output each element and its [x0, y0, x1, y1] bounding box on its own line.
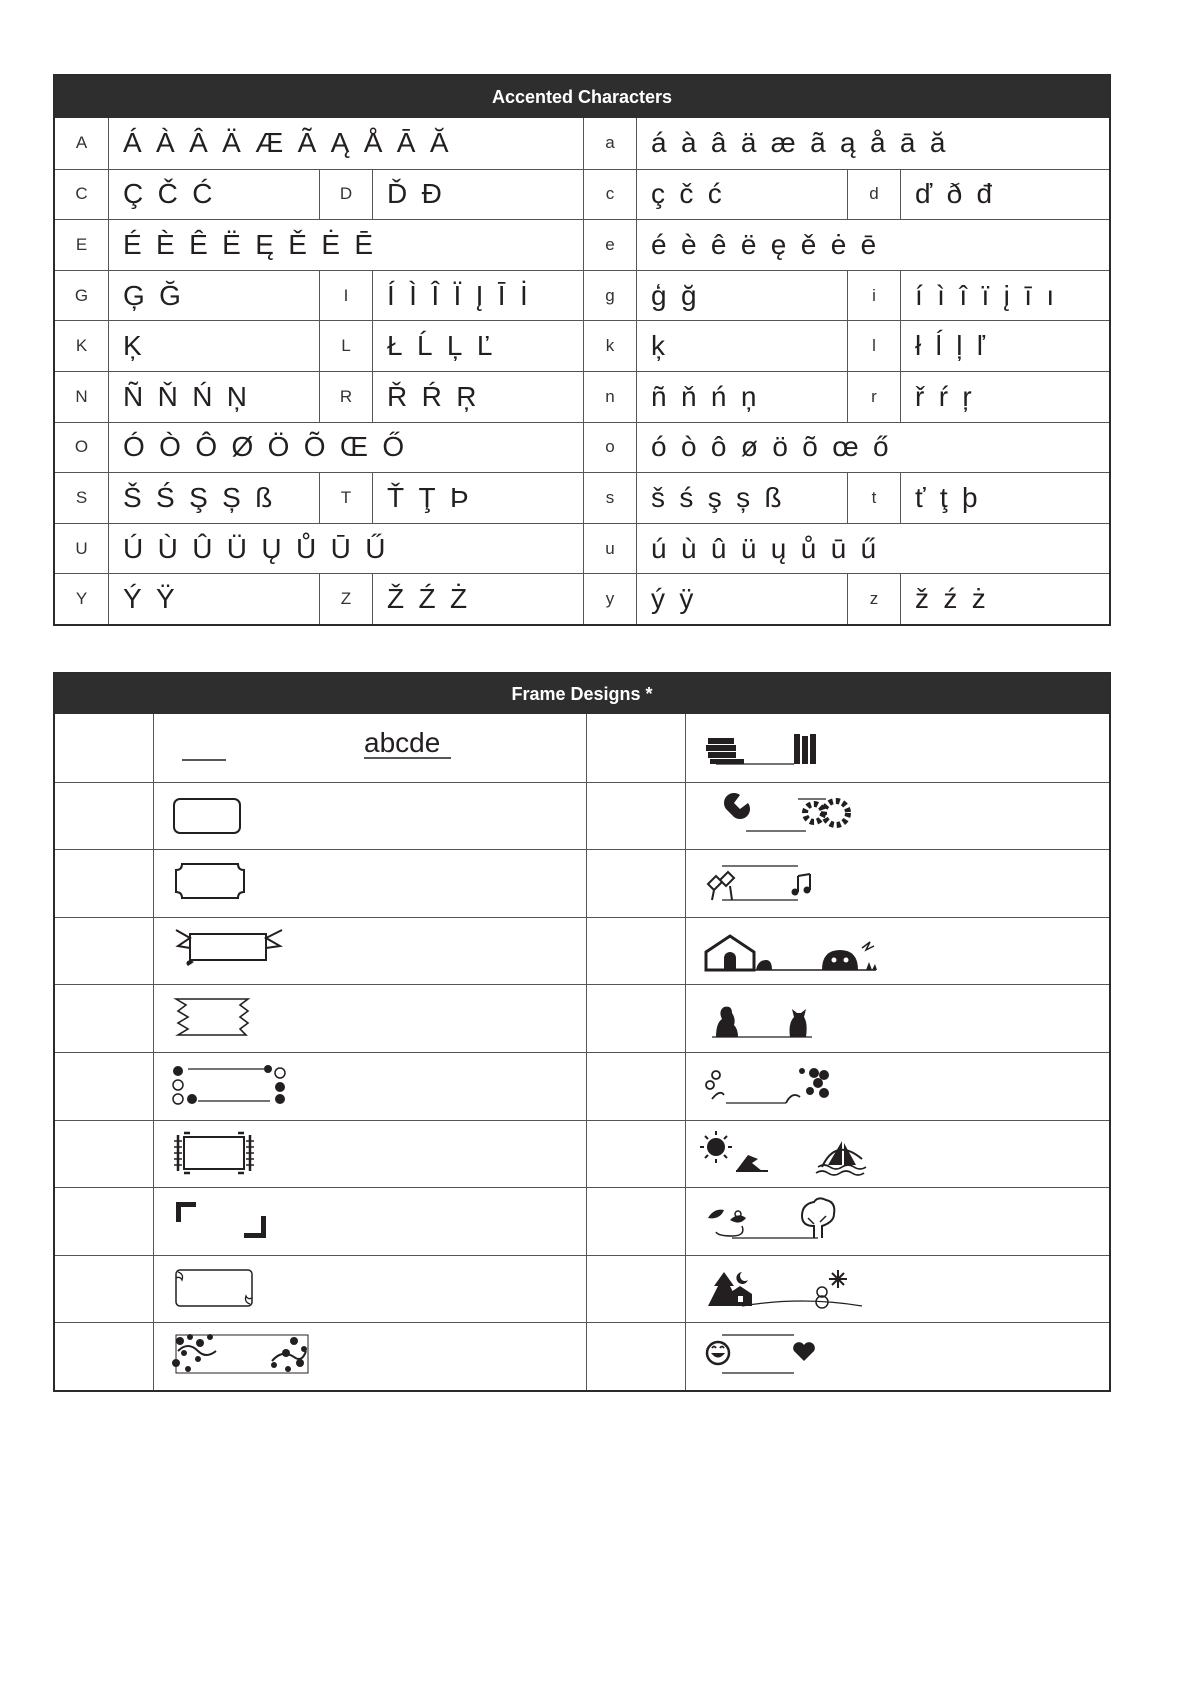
accented-row: [55, 219, 1109, 270]
frame-number-cell: [586, 1188, 685, 1255]
notched-rectangle-frame-icon: [154, 850, 587, 916]
books-frame-icon: [686, 714, 1110, 780]
dog-and-cat-frame-icon: [686, 985, 1110, 1051]
accented-row: [55, 371, 1109, 422]
frame-design-cell: [685, 850, 1109, 917]
accented-variants: Ñ Ň Ń Ņ: [108, 372, 319, 422]
base-letter-label: N: [75, 386, 88, 406]
accented-row: [55, 169, 1109, 220]
base-letter-label: g: [583, 271, 636, 321]
base-letter-label: D: [319, 170, 372, 220]
base-letter-label: Z: [319, 574, 372, 624]
frame-sample-text: abcde: [364, 727, 441, 758]
frame-number-cell: [586, 1121, 685, 1188]
base-letter-label: T: [319, 473, 372, 523]
frame-row: [55, 849, 1109, 917]
frame-design-cell: [685, 1256, 1109, 1323]
frame-number-cell: [55, 1121, 153, 1188]
frame-design-cell: [153, 1121, 586, 1188]
frame-design-cell: [153, 1053, 586, 1120]
frame-row: [55, 1120, 1109, 1188]
accented-variants: Á À Â Ä Æ Ã Ą Å Ā Ă: [108, 118, 583, 169]
accented-variants: Ç Č Ć: [108, 170, 319, 220]
base-letter-label: a: [583, 118, 636, 169]
base-letter-label: I: [319, 271, 372, 321]
frame-row: [55, 714, 1109, 782]
frame-design-cell: [153, 783, 586, 850]
accented-variants: Ž Ź Ż: [372, 574, 583, 624]
accented-characters-table: [53, 74, 1111, 626]
ornamental-floral-frame-icon: [154, 1323, 587, 1389]
accented-row: [55, 573, 1109, 624]
doghouse-and-dog-frame-icon: [686, 918, 1110, 984]
frame-design-cell: [153, 1323, 586, 1390]
frame-design-cell: [685, 1188, 1109, 1255]
accented-variants: Ģ Ğ: [108, 271, 319, 321]
frame-number-cell: [586, 985, 685, 1052]
accented-variants: ç č ć: [636, 170, 847, 220]
corner-brackets-frame-icon: [154, 1188, 587, 1254]
base-letter-label: k: [583, 321, 636, 371]
base-letter-label: z: [847, 574, 900, 624]
base-letter-label: l: [847, 321, 900, 371]
accented-variants: š ś ş ș ß: [636, 473, 847, 523]
base-letter-label: U: [75, 538, 88, 558]
accented-variants: Ť Ţ Þ: [372, 473, 583, 523]
accented-variants: É È Ê Ë Ę Ě Ė Ē: [108, 220, 583, 270]
frame-design-cell: [685, 985, 1109, 1052]
frame-design-cell: [685, 1053, 1109, 1120]
frame-design-cell: [153, 850, 586, 917]
base-letter-label: A: [75, 133, 88, 153]
frame-designs-table: [53, 672, 1111, 1392]
frame-design-cell: [153, 714, 586, 782]
accented-variants: ý ÿ: [636, 574, 847, 624]
frame-number-cell: [55, 1053, 153, 1120]
base-letter-label: s: [583, 473, 636, 523]
accented-variants: Ł Ĺ Ļ Ľ: [372, 321, 583, 371]
accented-row: [55, 320, 1109, 371]
accented-row: [55, 472, 1109, 523]
frame-design-cell: [685, 1323, 1109, 1390]
frame-number-cell: [586, 918, 685, 985]
accented-variants: é è ê ë ę ě ė ē: [636, 220, 1104, 270]
base-letter-label: e: [583, 220, 636, 270]
accented-characters-title: Accented Characters: [55, 76, 1109, 118]
frame-row: [55, 984, 1109, 1052]
frame-rows: [55, 714, 1109, 1390]
frame-design-cell: [685, 714, 1109, 782]
accented-variants: ķ: [636, 321, 847, 371]
frame-row: [55, 782, 1109, 850]
frame-number-cell: [55, 918, 153, 985]
accented-row: [55, 270, 1109, 321]
frame-row: [55, 1187, 1109, 1255]
accented-variants: ñ ň ń ņ: [636, 372, 847, 422]
base-letter-label: t: [847, 473, 900, 523]
bracket-grid-frame-icon: [154, 1121, 587, 1187]
base-letter-label: E: [75, 234, 88, 254]
base-letter-label: G: [74, 285, 89, 305]
frame-number-cell: [586, 1323, 685, 1390]
base-letter-label: R: [319, 372, 372, 422]
frame-number-cell: [55, 714, 153, 782]
base-letter-label: Y: [75, 589, 88, 609]
rounded-rectangle-frame-icon: [154, 783, 587, 849]
accented-variants: ł ĺ ļ ľ: [900, 321, 1104, 371]
accented-variants: Ď Đ: [372, 170, 583, 220]
accented-rows: [55, 118, 1109, 624]
base-letter-label: d: [847, 170, 900, 220]
accented-variants: á à â ä æ ã ą å ā ă: [636, 118, 1104, 169]
frame-number-cell: [55, 783, 153, 850]
frame-row: [55, 1322, 1109, 1390]
frame-row: [55, 1255, 1109, 1323]
accented-variants: Ķ: [108, 321, 319, 371]
accented-variants: Ó Ò Ô Ø Ö Õ Œ Ő: [108, 423, 583, 473]
frame-number-cell: [586, 1053, 685, 1120]
flourish-rectangle-frame-icon: [154, 1256, 587, 1322]
accented-row: [55, 118, 1109, 169]
ribbon-banner-frame-icon: [154, 918, 587, 984]
accented-variants: Ú Ù Û Ü Ų Ů Ū Ű: [108, 524, 583, 574]
frame-row: [55, 1052, 1109, 1120]
accented-row: [55, 523, 1109, 574]
frame-number-cell: [55, 1323, 153, 1390]
accented-variants: í ì î ï į ī ı: [900, 271, 1104, 321]
base-letter-label: o: [583, 423, 636, 473]
frame-number-cell: [55, 985, 153, 1052]
frame-design-cell: [685, 783, 1109, 850]
accented-variants: ģ ğ: [636, 271, 847, 321]
dots-and-circles-frame-icon: [154, 1053, 587, 1119]
frame-design-cell: [153, 1256, 586, 1323]
frame-design-cell: [153, 918, 586, 985]
frame-row: [55, 917, 1109, 985]
frame-design-cell: [153, 1188, 586, 1255]
base-letter-label: c: [583, 170, 636, 220]
frame-number-cell: [55, 1256, 153, 1323]
frame-design-cell: [153, 985, 586, 1052]
base-letter-label: K: [75, 336, 88, 356]
accented-variants: ř ŕ ŗ: [900, 372, 1104, 422]
accented-variants: ž ź ż: [900, 574, 1104, 624]
frame-design-cell: [685, 1121, 1109, 1188]
frame-number-cell: [586, 714, 685, 782]
frame-number-cell: [55, 1188, 153, 1255]
winter-house-and-snowman-frame-icon: [686, 1256, 1110, 1322]
frame-number-cell: [586, 850, 685, 917]
accented-variants: Ř Ŕ Ŗ: [372, 372, 583, 422]
underline-text-frame-icon: [154, 714, 587, 780]
frame-number-cell: [586, 1256, 685, 1323]
frame-number-cell: [586, 783, 685, 850]
accented-variants: ď ð đ: [900, 170, 1104, 220]
smiley-and-heart-frame-icon: [686, 1323, 1110, 1389]
accented-variants: Ý Ÿ: [108, 574, 319, 624]
accented-variants: Š Ś Ş Ș ß: [108, 473, 319, 523]
sun-and-sailboat-frame-icon: [686, 1121, 1110, 1187]
base-letter-label: O: [74, 437, 89, 457]
wrench-and-gears-frame-icon: [686, 783, 1110, 849]
accented-variants: ú ù û ü ų ů ū ű: [636, 524, 1104, 574]
accented-row: [55, 422, 1109, 473]
accented-variants: ó ò ô ø ö õ œ ő: [636, 423, 1104, 473]
base-letter-label: y: [583, 574, 636, 624]
frame-designs-title: Frame Designs *: [55, 674, 1109, 714]
zigzag-tag-frame-icon: [154, 985, 587, 1051]
base-letter-label: r: [847, 372, 900, 422]
base-letter-label: u: [583, 524, 636, 574]
base-letter-label: i: [847, 271, 900, 321]
leaves-and-tree-frame-icon: [686, 1188, 1110, 1254]
accented-variants: Í Ì Î Ï Į Ī İ: [372, 271, 583, 321]
flowers-and-vines-frame-icon: [686, 1053, 1110, 1119]
frame-number-cell: [55, 850, 153, 917]
frame-design-cell: [685, 918, 1109, 985]
base-letter-label: L: [319, 321, 372, 371]
base-letter-label: S: [75, 487, 88, 507]
base-letter-label: C: [75, 184, 88, 204]
cheers-and-music-note-frame-icon: [686, 850, 1110, 916]
base-letter-label: n: [583, 372, 636, 422]
accented-variants: ť ţ þ: [900, 473, 1104, 523]
